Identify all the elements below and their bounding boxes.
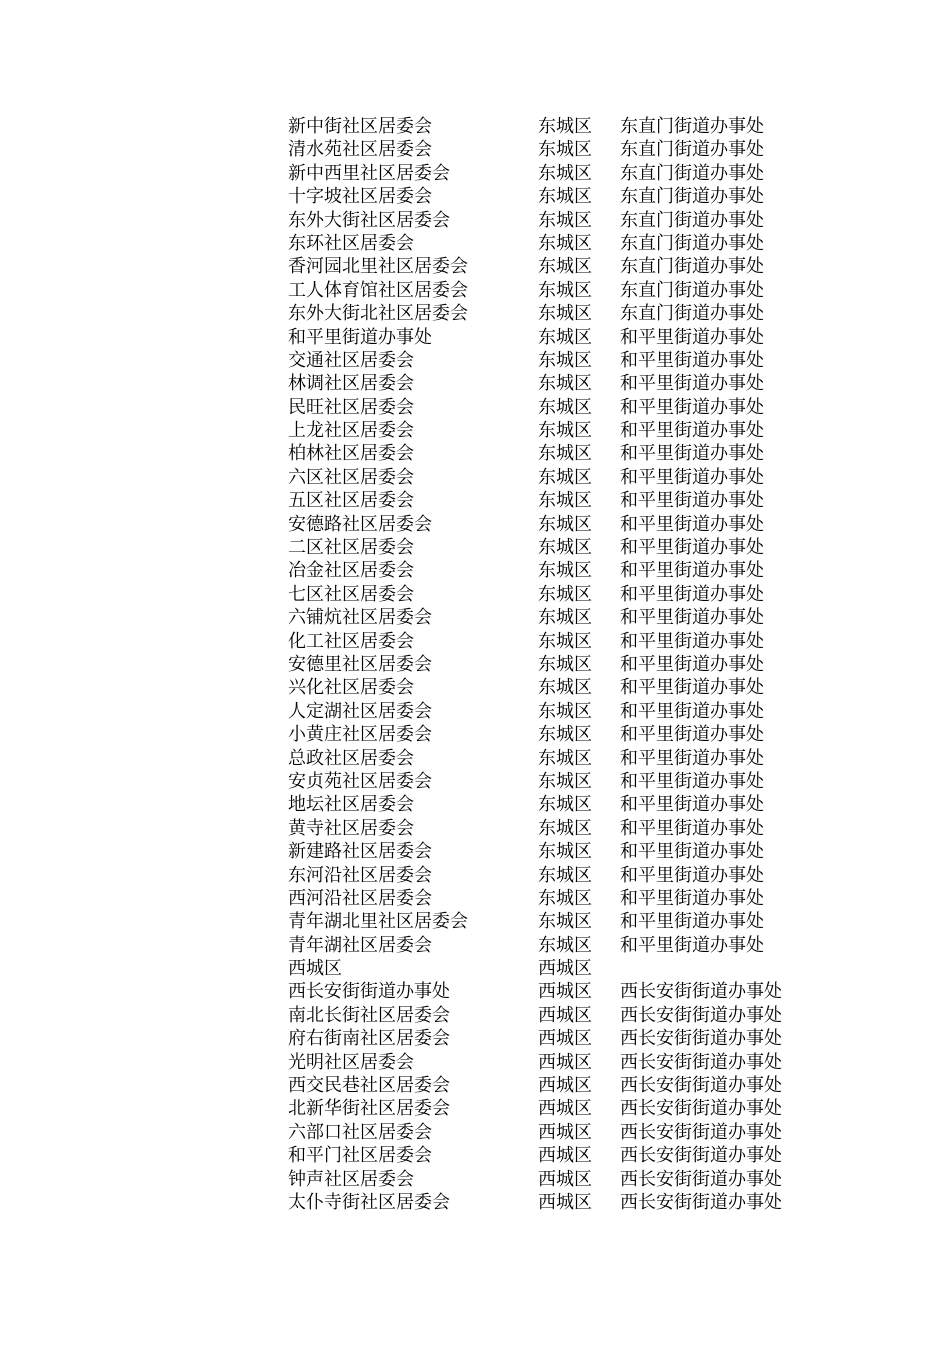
street-office-cell: 西长安街街道办事处 <box>620 1004 782 1026</box>
committee-name-cell: 西城区 <box>288 958 342 980</box>
committee-name-cell: 钟声社区居委会 <box>288 1168 414 1190</box>
district-cell: 西城区 <box>538 1004 592 1026</box>
committee-name-cell: 交通社区居委会 <box>288 349 414 371</box>
table-row <box>288 442 848 465</box>
committee-name-cell: 青年湖社区居委会 <box>288 934 432 956</box>
street-office-cell: 西长安街街道办事处 <box>620 1121 782 1143</box>
table-row <box>288 1168 848 1191</box>
street-office-cell: 和平里街道办事处 <box>620 326 764 348</box>
committee-name-cell: 小黄庄社区居委会 <box>288 724 432 746</box>
district-cell: 东城区 <box>538 911 592 933</box>
street-office-cell: 和平里街道办事处 <box>620 841 764 863</box>
district-cell: 东城区 <box>538 396 592 418</box>
street-office-cell: 和平里街道办事处 <box>620 794 764 816</box>
street-office-cell: 和平里街道办事处 <box>620 653 764 675</box>
table-row <box>288 396 848 419</box>
street-office-cell: 东直门街道办事处 <box>620 139 764 161</box>
committee-name-cell: 太仆寺街社区居委会 <box>288 1191 450 1213</box>
table-row <box>288 910 848 933</box>
street-office-cell: 和平里街道办事处 <box>620 747 764 769</box>
committee-name-cell: 南北长街社区居委会 <box>288 1004 450 1026</box>
district-cell: 东城区 <box>538 653 592 675</box>
committee-name-cell: 东环社区居委会 <box>288 232 414 254</box>
table-row <box>288 1051 848 1074</box>
district-cell: 西城区 <box>538 1191 592 1213</box>
district-cell: 东城区 <box>538 724 592 746</box>
committee-name-cell: 西长安街街道办事处 <box>288 981 450 1003</box>
committee-name-cell: 西河沿社区居委会 <box>288 887 432 909</box>
table-row <box>288 1074 848 1097</box>
table-row <box>288 606 848 629</box>
committee-name-cell: 安德路社区居委会 <box>288 513 432 535</box>
table-row <box>288 700 848 723</box>
street-office-cell: 西长安街街道办事处 <box>620 1145 782 1167</box>
district-cell: 西城区 <box>538 1145 592 1167</box>
document-table <box>288 115 848 1214</box>
table-row <box>288 980 848 1003</box>
table-row <box>288 630 848 653</box>
street-office-cell: 东直门街道办事处 <box>620 186 764 208</box>
table-row <box>288 583 848 606</box>
table-row <box>288 770 848 793</box>
street-office-cell: 东直门街道办事处 <box>620 279 764 301</box>
table-row <box>288 864 848 887</box>
street-office-cell: 西长安街街道办事处 <box>620 981 782 1003</box>
committee-name-cell: 东外大街社区居委会 <box>288 209 450 231</box>
district-cell: 东城区 <box>538 420 592 442</box>
district-cell: 东城区 <box>538 116 592 137</box>
table-row <box>288 489 848 512</box>
committee-name-cell: 兴化社区居委会 <box>288 677 414 699</box>
table-row <box>288 793 848 816</box>
table-row <box>288 349 848 372</box>
street-office-cell: 和平里街道办事处 <box>620 677 764 699</box>
street-office-cell: 和平里街道办事处 <box>620 373 764 395</box>
district-cell: 西城区 <box>538 981 592 1003</box>
district-cell: 东城区 <box>538 677 592 699</box>
committee-name-cell: 化工社区居委会 <box>288 630 414 652</box>
committee-name-cell: 安德里社区居委会 <box>288 653 432 675</box>
table-row <box>288 747 848 770</box>
district-cell: 东城区 <box>538 770 592 792</box>
district-cell: 东城区 <box>538 607 592 629</box>
district-cell: 东城区 <box>538 162 592 184</box>
district-cell: 东城区 <box>538 887 592 909</box>
street-office-cell: 和平里街道办事处 <box>620 349 764 371</box>
street-office-cell: 和平里街道办事处 <box>620 537 764 559</box>
street-office-cell: 西长安街街道办事处 <box>620 1075 782 1097</box>
committee-name-cell: 柏林社区居委会 <box>288 443 414 465</box>
committee-name-cell: 和平门社区居委会 <box>288 1145 432 1167</box>
committee-name-cell: 五区社区居委会 <box>288 490 414 512</box>
street-office-cell: 西长安街街道办事处 <box>620 1098 782 1120</box>
district-cell: 东城区 <box>538 864 592 886</box>
committee-name-cell: 六铺炕社区居委会 <box>288 607 432 629</box>
district-cell: 东城区 <box>538 139 592 161</box>
table-row <box>288 302 848 325</box>
district-cell: 东城区 <box>538 513 592 535</box>
district-cell: 东城区 <box>538 279 592 301</box>
street-office-cell: 和平里街道办事处 <box>620 583 764 605</box>
street-office-cell: 和平里街道办事处 <box>620 864 764 886</box>
street-office-cell: 和平里街道办事处 <box>620 770 764 792</box>
street-office-cell: 东直门街道办事处 <box>620 209 764 231</box>
district-cell: 东城区 <box>538 560 592 582</box>
table-row <box>288 513 848 536</box>
street-office-cell: 西长安街街道办事处 <box>620 1028 782 1050</box>
district-cell: 东城区 <box>538 232 592 254</box>
table-row <box>288 840 848 863</box>
district-cell: 东城区 <box>538 256 592 278</box>
street-office-cell: 和平里街道办事处 <box>620 396 764 418</box>
committee-name-cell: 六区社区居委会 <box>288 466 414 488</box>
table-row <box>288 957 848 980</box>
committee-name-cell: 香河园北里社区居委会 <box>288 256 468 278</box>
committee-name-cell: 七区社区居委会 <box>288 583 414 605</box>
table-row <box>288 723 848 746</box>
street-office-cell: 和平里街道办事处 <box>620 466 764 488</box>
district-cell: 西城区 <box>538 1121 592 1143</box>
committee-name-cell: 林调社区居委会 <box>288 373 414 395</box>
table-row <box>288 536 848 559</box>
table-row <box>288 887 848 910</box>
district-cell: 西城区 <box>538 1168 592 1190</box>
street-office-cell: 西长安街街道办事处 <box>620 1051 782 1073</box>
table-row <box>288 934 848 957</box>
street-office-cell: 和平里街道办事处 <box>620 443 764 465</box>
committee-name-cell: 新建路社区居委会 <box>288 841 432 863</box>
street-office-cell: 和平里街道办事处 <box>620 560 764 582</box>
committee-name-cell: 冶金社区居委会 <box>288 560 414 582</box>
district-cell: 东城区 <box>538 209 592 231</box>
table-row <box>288 1144 848 1167</box>
committee-name-cell: 府右街南社区居委会 <box>288 1028 450 1050</box>
street-office-cell: 和平里街道办事处 <box>620 607 764 629</box>
district-cell: 东城区 <box>538 443 592 465</box>
street-office-cell: 和平里街道办事处 <box>620 934 764 956</box>
district-cell: 东城区 <box>538 794 592 816</box>
table-row <box>288 1191 848 1214</box>
district-cell: 东城区 <box>538 747 592 769</box>
district-cell: 西城区 <box>538 1098 592 1120</box>
committee-name-cell: 安贞苑社区居委会 <box>288 770 432 792</box>
table-row <box>288 1121 848 1144</box>
district-cell: 东城区 <box>538 817 592 839</box>
district-cell: 西城区 <box>538 1028 592 1050</box>
table-row <box>288 676 848 699</box>
table-row <box>288 419 848 442</box>
district-cell: 东城区 <box>538 466 592 488</box>
street-office-cell: 和平里街道办事处 <box>620 513 764 535</box>
committee-name-cell: 地坛社区居委会 <box>288 794 414 816</box>
table-row <box>288 232 848 255</box>
committee-name-cell: 六部口社区居委会 <box>288 1121 432 1143</box>
committee-name-cell: 人定湖社区居委会 <box>288 700 432 722</box>
district-cell: 东城区 <box>538 583 592 605</box>
table-row <box>288 1097 848 1120</box>
district-cell: 东城区 <box>538 326 592 348</box>
district-cell: 东城区 <box>538 186 592 208</box>
street-office-cell: 东直门街道办事处 <box>620 232 764 254</box>
street-office-cell: 东直门街道办事处 <box>620 116 764 137</box>
district-cell: 东城区 <box>538 537 592 559</box>
committee-name-cell: 二区社区居委会 <box>288 537 414 559</box>
committee-name-cell: 工人体育馆社区居委会 <box>288 279 468 301</box>
table-row <box>288 653 848 676</box>
table-row <box>288 372 848 395</box>
table-row <box>288 185 848 208</box>
district-cell: 东城区 <box>538 700 592 722</box>
street-office-cell: 和平里街道办事处 <box>620 700 764 722</box>
street-office-cell: 西长安街街道办事处 <box>620 1168 782 1190</box>
committee-name-cell: 东河沿社区居委会 <box>288 864 432 886</box>
table-row <box>288 138 848 161</box>
committee-name-cell: 东外大街北社区居委会 <box>288 303 468 325</box>
district-cell: 东城区 <box>538 934 592 956</box>
table-row <box>288 279 848 302</box>
committee-name-cell: 清水苑社区居委会 <box>288 139 432 161</box>
committee-name-cell: 北新华街社区居委会 <box>288 1098 450 1120</box>
table-row <box>288 209 848 232</box>
street-office-cell: 和平里街道办事处 <box>620 724 764 746</box>
street-office-cell: 西长安街街道办事处 <box>620 1191 782 1213</box>
table-row <box>288 817 848 840</box>
district-cell: 东城区 <box>538 630 592 652</box>
committee-name-cell: 上龙社区居委会 <box>288 420 414 442</box>
district-cell: 西城区 <box>538 958 592 980</box>
street-office-cell: 东直门街道办事处 <box>620 256 764 278</box>
table-row <box>288 466 848 489</box>
street-office-cell: 东直门街道办事处 <box>620 162 764 184</box>
street-office-cell: 和平里街道办事处 <box>620 887 764 909</box>
committee-name-cell: 民旺社区居委会 <box>288 396 414 418</box>
table-row <box>288 115 848 138</box>
table-row <box>288 559 848 582</box>
committee-name-cell: 十字坡社区居委会 <box>288 186 432 208</box>
committee-name-cell: 新中西里社区居委会 <box>288 162 450 184</box>
table-row <box>288 255 848 278</box>
street-office-cell: 东直门街道办事处 <box>620 303 764 325</box>
committee-name-cell: 西交民巷社区居委会 <box>288 1075 450 1097</box>
street-office-cell: 和平里街道办事处 <box>620 911 764 933</box>
table-row <box>288 326 848 349</box>
street-office-cell: 和平里街道办事处 <box>620 817 764 839</box>
committee-name-cell: 光明社区居委会 <box>288 1051 414 1073</box>
district-cell: 东城区 <box>538 303 592 325</box>
committee-name-cell: 新中街社区居委会 <box>288 116 432 137</box>
street-office-cell: 和平里街道办事处 <box>620 630 764 652</box>
committee-name-cell: 黄寺社区居委会 <box>288 817 414 839</box>
district-cell: 东城区 <box>538 490 592 512</box>
committee-name-cell: 和平里街道办事处 <box>288 326 432 348</box>
district-cell: 东城区 <box>538 841 592 863</box>
district-cell: 东城区 <box>538 373 592 395</box>
table-row <box>288 1004 848 1027</box>
committee-name-cell: 青年湖北里社区居委会 <box>288 911 468 933</box>
table-row <box>288 162 848 185</box>
district-cell: 东城区 <box>538 349 592 371</box>
committee-name-cell: 总政社区居委会 <box>288 747 414 769</box>
district-cell: 西城区 <box>538 1051 592 1073</box>
table-row <box>288 1027 848 1050</box>
street-office-cell: 和平里街道办事处 <box>620 420 764 442</box>
district-cell: 西城区 <box>538 1075 592 1097</box>
street-office-cell: 和平里街道办事处 <box>620 490 764 512</box>
